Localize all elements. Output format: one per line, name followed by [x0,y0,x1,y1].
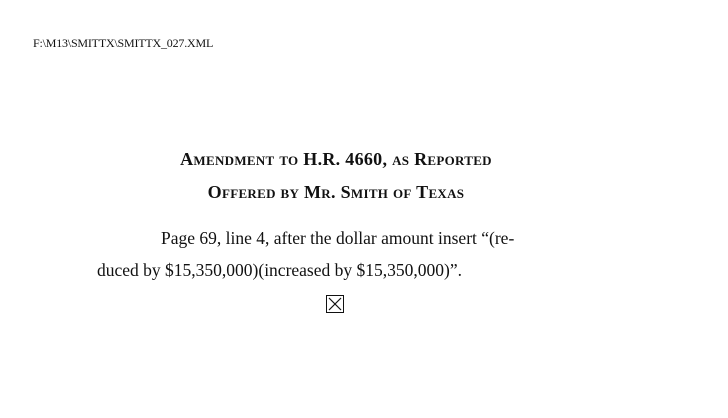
amendment-text-line-2: duced by $15,350,000)(increased by $15,350,000)”. [97,260,462,280]
file-path: F:\M13\SMITTX\SMITTX_027.XML [33,36,214,50]
amendment-text-line-1: Page 69, line 4, after the dollar amount insert “(re- [161,228,515,248]
boxed-x-icon [326,295,344,313]
amendment-title: Amendment to H.R. 4660, as Reported [180,149,492,169]
amendment-sponsor: Offered by Mr. Smith of Texas [207,182,465,202]
